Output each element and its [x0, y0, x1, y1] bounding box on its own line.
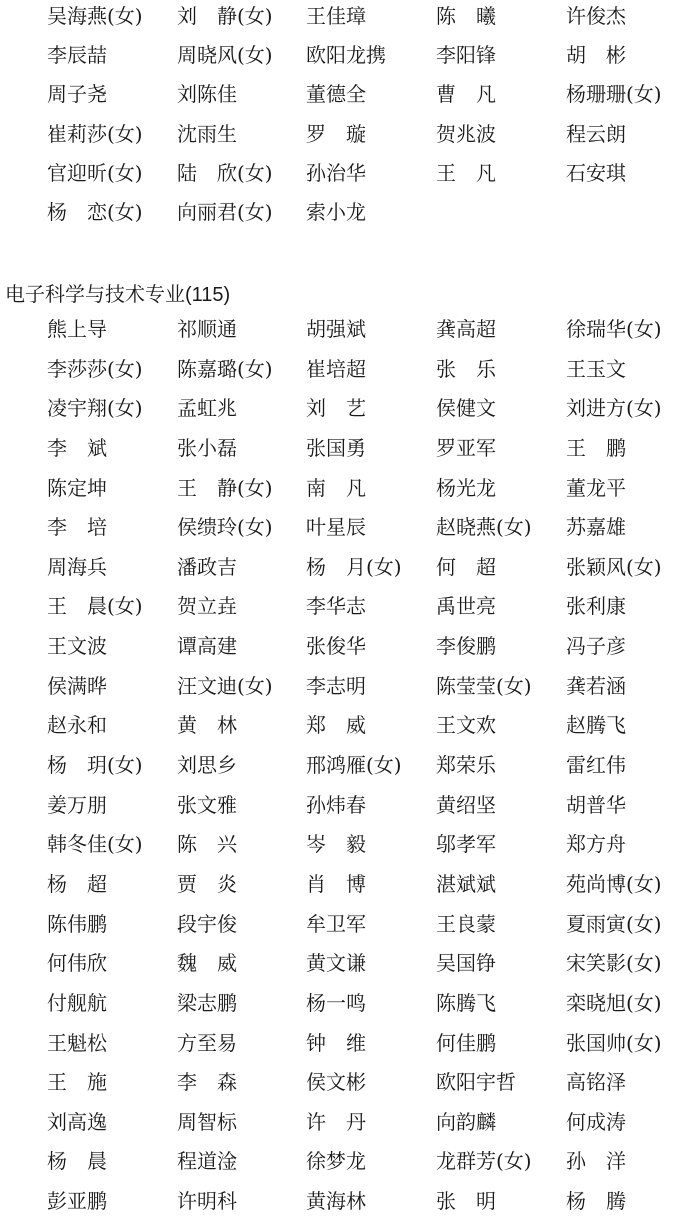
- name-row: [0, 1185, 683, 1225]
- student-name: 张文雅: [177, 792, 237, 817]
- student-name: 黄 林: [177, 713, 237, 738]
- student-name: 沈雨生: [177, 121, 237, 146]
- student-name: 王文欢: [436, 713, 496, 738]
- student-name: 杨珊珊(女): [566, 82, 662, 107]
- student-name: 何成涛: [566, 1109, 626, 1134]
- student-name: 李辰喆: [47, 43, 107, 68]
- student-name: 贾 炎: [177, 871, 237, 896]
- student-name: 孙 洋: [566, 1149, 626, 1174]
- student-name: 何 超: [436, 554, 496, 579]
- student-name: 李 森: [177, 1070, 237, 1095]
- student-name: 陆 欣(女): [177, 160, 273, 185]
- student-name: 黄文谦: [306, 951, 366, 976]
- name-row: [0, 392, 683, 432]
- student-name: 梁志鹏: [177, 990, 237, 1015]
- student-name: 郑方舟: [566, 832, 626, 857]
- student-name: 刘高逸: [47, 1109, 107, 1134]
- student-name: 周晓风(女): [177, 43, 273, 68]
- student-name: 李莎莎(女): [47, 356, 143, 381]
- student-name: 许明科: [177, 1189, 237, 1214]
- student-name: 徐瑞华(女): [566, 317, 662, 341]
- name-row: [0, 1027, 683, 1067]
- name-row: [0, 551, 683, 591]
- student-name: 付舰航: [47, 990, 107, 1015]
- name-row: [0, 1066, 683, 1106]
- student-name: 赵永和: [47, 713, 107, 738]
- student-name: 李 斌: [47, 435, 107, 460]
- student-name: 汪文迪(女): [177, 673, 273, 698]
- student-name: 陈嘉璐(女): [177, 356, 273, 381]
- student-name: 张俊华: [306, 634, 366, 659]
- name-row: [0, 196, 683, 235]
- student-name: 贺立垚: [177, 594, 237, 619]
- student-name: 栾晓旭(女): [566, 990, 662, 1015]
- section-student-count: (115): [185, 284, 231, 306]
- student-name: 杨 月(女): [306, 554, 402, 579]
- student-name: 张利康: [566, 594, 626, 619]
- student-name: 陈伟鹏: [47, 911, 107, 936]
- name-row: [0, 670, 683, 710]
- student-name: 凌宇翔(女): [47, 396, 143, 421]
- student-name: 钟 维: [306, 1030, 366, 1055]
- student-name: 苑尚博(女): [566, 871, 662, 896]
- student-name: 宋笑影(女): [566, 951, 662, 976]
- student-name: 许 丹: [306, 1109, 366, 1134]
- student-name: 彭亚鹏: [47, 1189, 107, 1214]
- student-name: 高铭泽: [566, 1070, 626, 1095]
- student-name: 贺兆波: [436, 121, 496, 146]
- student-name: 叶星辰: [306, 515, 366, 540]
- student-name: 雷红伟: [566, 753, 626, 778]
- student-name: 曹 凡: [436, 82, 496, 107]
- name-row: [0, 78, 683, 117]
- name-row: [0, 157, 683, 196]
- name-row: [0, 947, 683, 987]
- student-name: 孙治华: [306, 160, 366, 185]
- student-name: 刘思乡: [177, 753, 237, 778]
- student-name: 陈 曦: [436, 4, 496, 28]
- student-name: 周智标: [177, 1109, 237, 1134]
- student-name: 许俊杰: [566, 4, 626, 28]
- student-name: 胡普华: [566, 792, 626, 817]
- student-name: 黄海林: [306, 1189, 366, 1214]
- student-name: 邢鸿雁(女): [306, 753, 402, 778]
- name-row: [0, 118, 683, 157]
- name-row: [0, 709, 683, 749]
- student-name: 吴国铮: [436, 951, 496, 976]
- student-name: 侯缋玲(女): [177, 515, 273, 540]
- student-name: 南 凡: [306, 475, 366, 500]
- student-name: 陈定坤: [47, 475, 107, 500]
- student-name: 欧阳宇哲: [436, 1070, 516, 1095]
- student-name: 郑 威: [306, 713, 366, 738]
- student-name: 刘陈佳: [177, 82, 237, 107]
- student-name: 官迎昕(女): [47, 160, 143, 185]
- student-name: 程道淦: [177, 1149, 237, 1174]
- student-name: 杨 超: [47, 871, 107, 896]
- student-name: 石安琪: [566, 160, 626, 185]
- student-name: 熊上导: [47, 317, 107, 341]
- student-name: 张 乐: [436, 356, 496, 381]
- student-name: 陈莹莹(女): [436, 673, 532, 698]
- student-name: 郑荣乐: [436, 753, 496, 778]
- section-title: [5, 278, 230, 311]
- student-name: 杨一鸣: [306, 990, 366, 1015]
- student-name: 苏嘉雄: [566, 515, 626, 540]
- student-name: 何佳鹏: [436, 1030, 496, 1055]
- student-name: 周海兵: [47, 554, 107, 579]
- student-name: 陈 兴: [177, 832, 237, 857]
- name-row: [0, 39, 683, 78]
- student-name: 张 明: [436, 1189, 496, 1214]
- name-row: [0, 511, 683, 551]
- student-name: 徐梦龙: [306, 1149, 366, 1174]
- student-name: 龚高超: [436, 317, 496, 341]
- name-row: [0, 987, 683, 1027]
- name-row: [0, 313, 683, 353]
- student-name: 邬孝军: [436, 832, 496, 857]
- student-name: 胡强斌: [306, 317, 366, 341]
- student-name: 罗亚军: [436, 435, 496, 460]
- student-name: 欧阳龙携: [306, 43, 386, 68]
- name-row: [0, 749, 683, 789]
- name-row: [0, 0, 683, 39]
- student-name: 赵晓燕(女): [436, 515, 532, 540]
- student-name: 王 静(女): [177, 475, 273, 500]
- name-row: [0, 1145, 683, 1185]
- student-name: 侯健文: [436, 396, 496, 421]
- name-row: [0, 630, 683, 670]
- student-name: 杨光龙: [436, 475, 496, 500]
- student-name: 韩冬佳(女): [47, 832, 143, 857]
- student-name: 王 施: [47, 1070, 107, 1095]
- electronic-science-name-list: [0, 313, 683, 1225]
- student-name: 谭高建: [177, 634, 237, 659]
- student-name: 孟虹兆: [177, 396, 237, 421]
- name-row: [0, 868, 683, 908]
- student-name: 李华志: [306, 594, 366, 619]
- student-name: 张国帅(女): [566, 1030, 662, 1055]
- student-name: 姜万朋: [47, 792, 107, 817]
- student-name: 刘进方(女): [566, 396, 662, 421]
- student-name: 罗 璇: [306, 121, 366, 146]
- student-name: 董龙平: [566, 475, 626, 500]
- student-name: 王佳璋: [306, 4, 366, 28]
- student-name: 杨 晨: [47, 1149, 107, 1174]
- student-name: 程云朗: [566, 121, 626, 146]
- student-name: 吴海燕(女): [47, 4, 143, 28]
- student-name: 黄绍坚: [436, 792, 496, 817]
- student-name: 魏 威: [177, 951, 237, 976]
- student-name: 王魁松: [47, 1030, 107, 1055]
- student-name: 夏雨寅(女): [566, 911, 662, 936]
- student-name: 牟卫军: [306, 911, 366, 936]
- name-row: [0, 908, 683, 948]
- student-name: 龙群芳(女): [436, 1149, 532, 1174]
- name-row: [0, 432, 683, 472]
- student-name: 陈腾飞: [436, 990, 496, 1015]
- student-name: 周子尧: [47, 82, 107, 107]
- name-row: [0, 828, 683, 868]
- name-row: [0, 472, 683, 512]
- student-name: 王 晨(女): [47, 594, 143, 619]
- student-name: 岑 毅: [306, 832, 366, 857]
- student-name: 杨 玥(女): [47, 753, 143, 778]
- student-name: 王 鹏: [566, 435, 626, 460]
- student-name: 李志明: [306, 673, 366, 698]
- student-name: 李俊鹏: [436, 634, 496, 659]
- name-row: [0, 789, 683, 829]
- student-name: 张小磊: [177, 435, 237, 460]
- student-name: 赵腾飞: [566, 713, 626, 738]
- student-name: 胡 彬: [566, 43, 626, 68]
- name-row: [0, 1106, 683, 1146]
- student-name: 禹世亮: [436, 594, 496, 619]
- student-name: 侯满晔: [47, 673, 107, 698]
- student-name: 向韵麟: [436, 1109, 496, 1134]
- student-name: 杨 腾: [566, 1189, 626, 1214]
- student-name: 肖 博: [306, 871, 366, 896]
- name-row: [0, 590, 683, 630]
- student-name: 孙炜春: [306, 792, 366, 817]
- student-name: 向丽君(女): [177, 199, 273, 224]
- student-name: 王 凡: [436, 160, 496, 185]
- student-name: 董德全: [306, 82, 366, 107]
- section-title-text: 电子科学与技术专业: [5, 282, 185, 306]
- student-name: 祁顺通: [177, 317, 237, 341]
- student-name: 王文波: [47, 634, 107, 659]
- student-name: 何伟欣: [47, 951, 107, 976]
- student-name: 崔培超: [306, 356, 366, 381]
- student-name: 潘政吉: [177, 554, 237, 579]
- student-name: 杨 恋(女): [47, 199, 143, 224]
- student-name: 段宇俊: [177, 911, 237, 936]
- student-name: 李阳锋: [436, 43, 496, 68]
- student-name: 方至易: [177, 1030, 237, 1055]
- student-name: 崔莉莎(女): [47, 121, 143, 146]
- student-name: 龚若涵: [566, 673, 626, 698]
- student-name: 王良蒙: [436, 911, 496, 936]
- previous-major-name-list: [0, 0, 683, 235]
- student-name: 刘 艺: [306, 396, 366, 421]
- student-name: 侯文彬: [306, 1070, 366, 1095]
- student-name: 张颖风(女): [566, 554, 662, 579]
- student-name: 李 培: [47, 515, 107, 540]
- student-name: 张国勇: [306, 435, 366, 460]
- student-name: 王玉文: [566, 356, 626, 381]
- name-row: [0, 353, 683, 393]
- student-name: 湛斌斌: [436, 871, 496, 896]
- student-name: 冯子彦: [566, 634, 626, 659]
- student-name: 刘 静(女): [177, 4, 273, 28]
- student-name: 索小龙: [306, 199, 366, 224]
